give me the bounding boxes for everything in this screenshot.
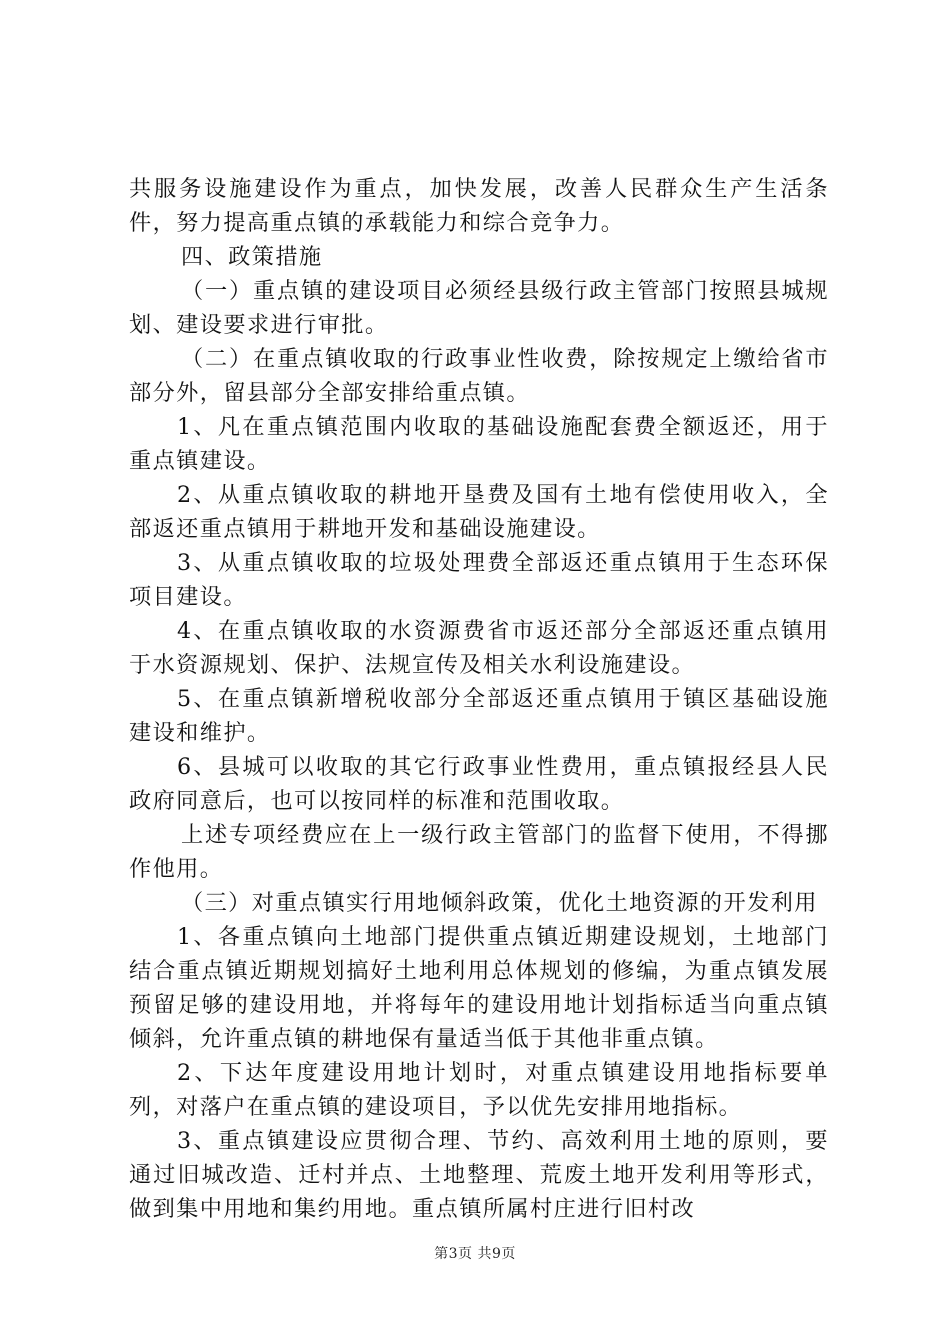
paragraph-sub-6: 6、县城可以收取的其它行政事业性费用，重点镇报经县人民政府同意后，也可以按同样的标准和范围收取。	[129, 754, 829, 814]
document-body	[129, 172, 829, 1226]
paragraph-land-3: 3、重点镇建设应贯彻合理、节约、高效利用土地的原则，要通过旧城改造、迁村并点、土地整理、荒废土地开发利用等形式，做到集中用地和集约用地。重点镇所属村庄进行旧村改	[129, 1128, 829, 1222]
paragraph-land-2: 2、下达年度建设用地计划时，对重点镇建设用地指标要单列，对落户在重点镇的建设项目，予以优先安排用地指标。	[129, 1060, 829, 1120]
paragraph-sub-2: 2、从重点镇收取的耕地开垦费及国有土地有偿使用收入，全部返还重点镇用于耕地开发和基础设施建设。	[129, 482, 829, 542]
section-heading-policy-measures: 四、政策措施	[181, 244, 323, 270]
page-footer: 第3页 共9页	[434, 1246, 516, 1262]
paragraph-item-1: （一）重点镇的建设项目必须经县级行政主管部门按照县城规划、建设要求进行审批。	[129, 278, 829, 338]
paragraph-sub-5: 5、在重点镇新增税收部分全部返还重点镇用于镇区基础设施建设和维护。	[129, 686, 829, 746]
paragraph-land-1: 1、各重点镇向土地部门提供重点镇近期建设规划，土地部门结合重点镇近期规划搞好土地利用总体规划的修编，为重点镇发展预留足够的建设用地，并将每年的建设用地计划指标适当向重点镇倾斜，允许重点镇的耕地保有量适当低于其他非重点镇。	[129, 924, 829, 1052]
paragraph-item-3: （三）对重点镇实行用地倾斜政策，优化土地资源的开发利用	[181, 890, 818, 916]
paragraph-continuation: 共服务设施建设作为重点，加快发展，改善人民群众生产生活条件，努力提高重点镇的承载能力和综合竞争力。	[129, 176, 829, 236]
paragraph-item-2: （二）在重点镇收取的行政事业性收费，除按规定上缴给省市部分外，留县部分全部安排给重点镇。	[129, 346, 829, 406]
paragraph-sub-1: 1、凡在重点镇范围内收取的基础设施配套费全额返还，用于重点镇建设。	[129, 414, 829, 474]
paragraph-sub-4: 4、在重点镇收取的水资源费省市返还部分全部返还重点镇用于水资源规划、保护、法规宣传及相关水利设施建设。	[129, 618, 829, 678]
paragraph-sub-3: 3、从重点镇收取的垃圾处理费全部返还重点镇用于生态环保项目建设。	[129, 550, 829, 610]
paragraph-note: 上述专项经费应在上一级行政主管部门的监督下使用，不得挪作他用。	[129, 822, 829, 882]
